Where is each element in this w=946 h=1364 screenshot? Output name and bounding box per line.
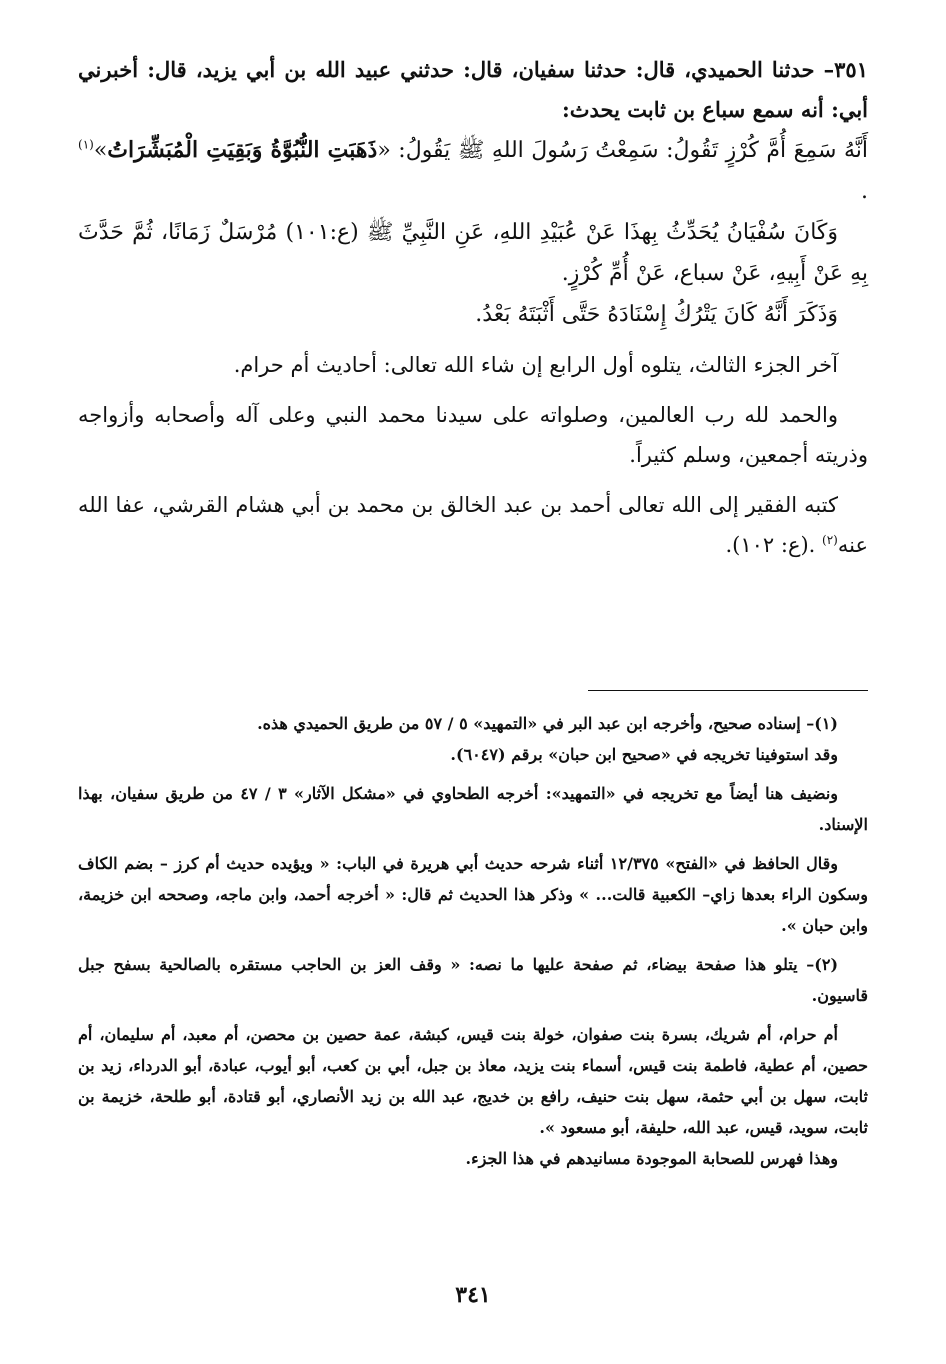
isnad-remark: وَذَكَرَ أَنَّهُ كَانَ يَتْرُكُ إِسْنَادَهُ حَتَّى أَثْبَتَهُ بَعْدُ. xyxy=(475,302,838,327)
sufyan-paragraph: وَكَانَ سُفْيَانُ يُحَدِّثُ بِهذَا عَنْ عُبَيْدِ اللهِ، عَنِ النَّبِيِّ ﷺ (ع:١٠١) مُرْسَلٌ زَمَانًا، ثُمَّ حَدَّثَ بِهِ عَنْ أَبِيهِ، عَنْ سباع، عَنْ أُمِّ كُرْزٍ. xyxy=(78,220,868,286)
quote-close: » xyxy=(93,138,108,163)
hadith-isnad: ٣٥١– حدثنا الحميدي، قال: حدثنا سفيان، قال: حدثني عبيد الله بن أبي يزيد، قال: أخبرني أبي: أنه سمع سباع بن ثابت يحدث: xyxy=(78,57,868,122)
index-note: وهذا فهرس للصحابة الموجودة مسانيدهم في هذا الجزء. xyxy=(465,1149,838,1168)
hadith-end: . xyxy=(861,179,868,204)
page-number: ٣٤١ xyxy=(455,1282,491,1308)
footnote-1-a: (١)– إسناده صحيح، وأخرجه ابن عبد البر في «التمهيد» ٥ / ٥٧ من طريق الحميدي هذه. xyxy=(257,714,838,733)
prophetic-quote: ذَهَبَتِ النُّبُوَّةُ وَبَقِيَتِ الْمُبَشِّرَاتُ xyxy=(107,137,378,163)
hadith-intro: أَنَّهُ سَمِعَ أُمَّ كُرْزٍ تَقُولُ: سَمِعْتُ رَسُولَ اللهِ ﷺ يَقُولُ: « xyxy=(377,138,868,163)
footnote-ref-1: (١) xyxy=(78,137,94,152)
main-text xyxy=(78,50,868,565)
footnote-2: (٢)– يتلو هذا صفحة بيضاء، ثم صفحة عليها ما نصه: « وقف العز بن الحاجب مستقره بالصالحية بسفح جبل قاسيون. xyxy=(78,955,868,1005)
footnote-1-b: وقد استوفينا تخريجه في «صحيح ابن حبان» برقم (٦٠٤٧). xyxy=(450,745,838,764)
footnote-separator xyxy=(588,690,868,691)
scribe-colophon xyxy=(78,485,868,565)
hadith-matn xyxy=(78,130,868,212)
scribe-end: .(ع: ١٠٢). xyxy=(725,533,816,557)
closing-praise: والحمد لله رب العالمين، وصلواته على سيدنا محمد النبي وعلى آله وأصحابه وأزواجه وذريته أجمعين، وسلم كثيراً. xyxy=(78,403,868,467)
footnote-1-c: ونضيف هنا أيضاً مع تخريجه في «التمهيد»: أخرجه الطحاوي في «مشكل الآثار» ٣ / ٤٧ من طريق سفيان، بهذا الإسناد. xyxy=(78,784,868,834)
footnote-ref-2: (٢) xyxy=(822,533,838,547)
companions-list: أم حرام، أم شريك، بسرة بنت صفوان، خولة بنت قيس، كبشة، عمة حصين بن محصن، أم معبد، أم سليمان، أم حصين، أم عطية، فاطمة بنت قيس، أسماء بنت يزيد، معاذ بن جبل، أبي بن كعب، أبو أيوب، عبادة، أبو الدرداء، زيد بن ثابت، سهل بن أبي حثمة، سهل بنت حنيف، رافع بن خديج، عبد الله بن زيد الأنصاري، أبو قتادة، أبو طلحة، خزيمة بن ثابت، سويد، قيس، عبد الله، حليفة، أبو مسعود ». xyxy=(78,1025,868,1137)
footnote-1-d: وقال الحافظ في «الفتح» ١٢/٣٧٥ أثناء شرحه حديث أبي هريرة في الباب: « ويؤيده حديث أم كرز – بضم الكاف وسكون الراء بعدها زاي– الكعبية قالت... » وذكر هذا الحديث ثم قال: « أخرجه أحمد، وابن ماجه، وصححه ابن خزيمة، وابن حبان ». xyxy=(78,854,868,935)
footnotes xyxy=(78,708,868,1174)
document-page xyxy=(78,50,868,1324)
part-end-colophon: آخر الجزء الثالث، يتلوه أول الرابع إن شاء الله تعالى: أحاديث أم حرام. xyxy=(233,353,838,377)
scribe-text: كتبه الفقير إلى الله تعالى أحمد بن عبد الخالق بن محمد بن أبي هشام القرشي، عفا الله عنه xyxy=(78,493,868,557)
